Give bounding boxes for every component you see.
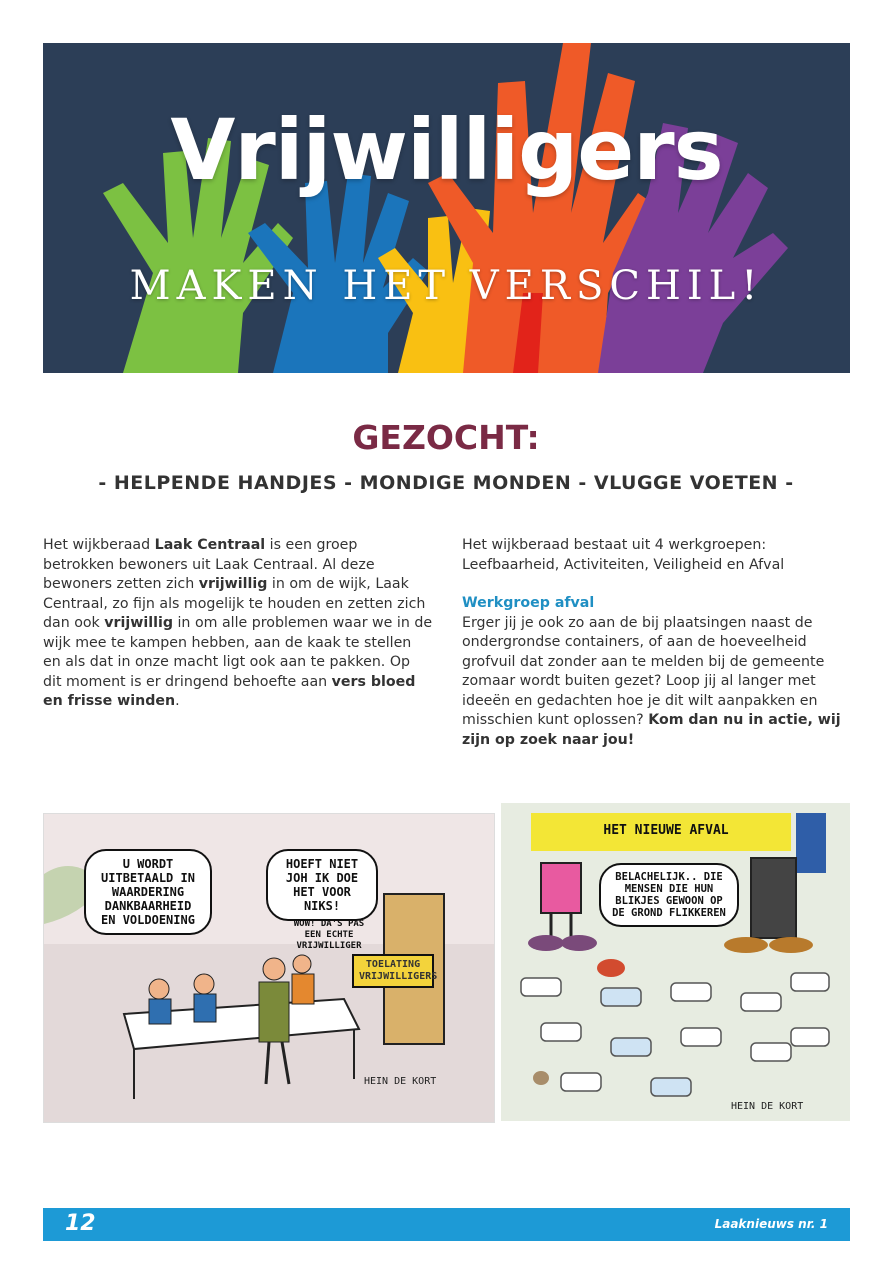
page-number: 12: [65, 1211, 96, 1236]
cartoon-banner-text: HET NIEUWE AFVAL: [603, 823, 729, 838]
issue-label: Laaknieuws nr. 1: [714, 1217, 828, 1231]
page-subheading: - HELPENDE HANDJES - MONDIGE MONDEN - VLUGGE VOETEN -: [98, 472, 794, 494]
left-column: [43, 536, 433, 712]
volunteer-cartoon: [43, 813, 495, 1123]
call-to-action: Kom dan nu in actie, wij zijn op zoek naar jou!: [462, 712, 841, 748]
speech-bubble-volunteer: HOEFT NIET JOH IK DOE HET VOOR NIKS!: [266, 849, 378, 921]
volunteer-sign: TOELATING VRIJWILLIGERS: [352, 954, 434, 988]
intro-paragraph: Het wijkberaad Laak Centraal is een groep betrokken bewoners uit Laak Centraal. Al deze bewoners zetten zich vrijwillig in om de wijk, Laak Centraal, zo fijn als mogelijk te houden en zetten zich dan ook vrijwillig in om alle problemen waar we in de wijk mee te kampen hebben, aan de kaak te stellen en als dat in onze macht ligt ook aan te pakken. Op dit moment is er dringend behoefte aan vers bloed en frisse winden.: [43, 537, 433, 709]
werkgroepen-paragraph: Het wijkberaad bestaat uit 4 werkgroepen: Leefbaarheid, Activiteiten, Veiligheid en Afval: [462, 537, 785, 573]
banner-subtitle: MAKEN HET VERSCHIL!: [129, 263, 764, 309]
speech-bubble-complaint: BELACHELIJK.. DIE MENSEN DIE HUN BLIKJES GEWOON OP DE GROND FLIKKEREN: [599, 863, 739, 927]
banner-title: Vrijwilligers: [170, 101, 723, 199]
cartoon-masks-drawing: [501, 803, 850, 1121]
page-footer: [43, 1208, 850, 1241]
speech-bubble-payment: U WORDT UITBETAALD IN WAARDERING DANKBAARHEID EN VOLDOENING: [84, 849, 212, 935]
waste-cartoon: [501, 803, 850, 1121]
aside-remark: WOW! DA'S PAS EEN ECHTE VRIJWILLIGER: [293, 919, 365, 951]
afval-paragraph: Erger jij je ook zo aan de bij plaatsingen naast de ondergrondse containers, of aan de hoeveelheid grofvuil dat zonder aan te melden bij de gemeente zomaar wordt buiten gezet? Loop jij al langer met ideeën en gedachten hoe je dit wilt aanpakken en misschien kunt oplossen? Kom dan nu in actie, wij zijn op zoek naar jou!: [462, 614, 841, 748]
page-heading: GEZOCHT:: [352, 418, 540, 457]
cartoon-signature: HEIN DE KORT: [364, 1076, 437, 1087]
raised-hands-illustration: [43, 43, 850, 373]
header-banner: [43, 43, 850, 373]
right-column: [462, 536, 850, 750]
section-title-afval: Werkgroep afval: [462, 595, 595, 611]
cartoon-signature-right: HEIN DE KORT: [731, 1101, 804, 1112]
